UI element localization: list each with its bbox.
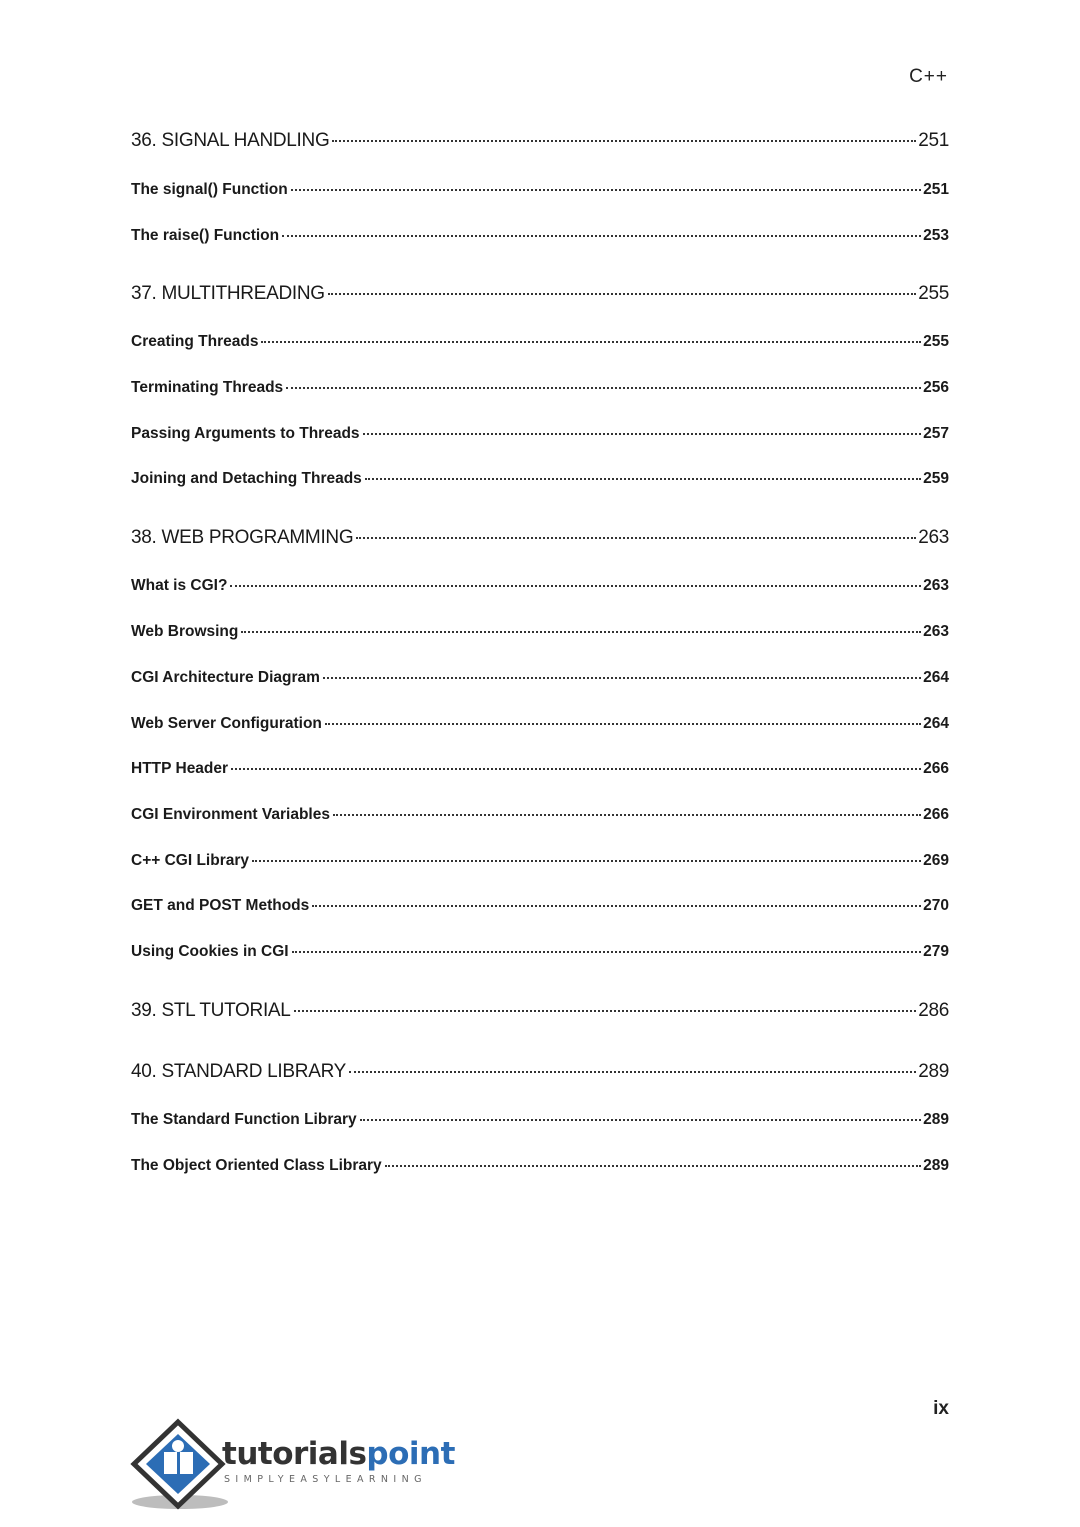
toc-entry-title: HTTP Header bbox=[131, 760, 229, 777]
toc-entry-title: The signal() Function bbox=[131, 181, 288, 198]
toc-section-entry[interactable] bbox=[131, 669, 949, 687]
toc-entry-title: Creating Threads bbox=[131, 333, 259, 350]
toc-dot-leader bbox=[261, 341, 921, 343]
toc-entry-page: 257 bbox=[923, 425, 949, 442]
toc-entry-title: Joining and Detaching Threads bbox=[131, 470, 362, 487]
toc-entry-page: 255 bbox=[923, 333, 949, 350]
toc-chapter-entry[interactable] bbox=[131, 1000, 949, 1022]
toc-entry-page: 289 bbox=[923, 1111, 949, 1128]
toc-chapter-entry[interactable] bbox=[131, 1061, 949, 1083]
toc-dot-leader bbox=[241, 631, 921, 633]
toc-entry-title: Passing Arguments to Threads bbox=[131, 425, 360, 442]
toc-entry-page: 279 bbox=[923, 943, 949, 960]
toc-section-entry[interactable] bbox=[131, 227, 949, 245]
toc-entry-title: CGI Environment Variables bbox=[131, 806, 330, 823]
toc-entry-title: 37. MULTITHREADING bbox=[131, 283, 325, 304]
toc-entry-page: 251 bbox=[923, 181, 949, 198]
toc-dot-leader bbox=[294, 1010, 917, 1012]
toc-entry-page: 264 bbox=[923, 715, 949, 732]
toc-entry-page: 263 bbox=[923, 623, 949, 640]
toc-chapter-entry[interactable] bbox=[131, 527, 949, 549]
toc-dot-leader bbox=[292, 951, 922, 953]
toc-entry-title: The raise() Function bbox=[131, 227, 280, 244]
toc-section-entry[interactable] bbox=[131, 425, 949, 443]
toc-entry-page: 255 bbox=[918, 283, 949, 304]
toc-entry-title: C++ CGI Library bbox=[131, 852, 250, 869]
toc-chapter-entry[interactable] bbox=[131, 283, 949, 305]
logo-word-point: point bbox=[366, 1436, 455, 1472]
toc-section-entry[interactable] bbox=[131, 1111, 949, 1129]
toc-entry-title: GET and POST Methods bbox=[131, 897, 310, 914]
toc-dot-leader bbox=[360, 1119, 921, 1121]
toc-entry-page: 259 bbox=[923, 470, 949, 487]
toc-section-entry[interactable] bbox=[131, 470, 949, 488]
toc-dot-leader bbox=[323, 677, 921, 679]
logo-wordmark bbox=[222, 1436, 455, 1472]
toc-entry-page: 289 bbox=[918, 1061, 949, 1082]
toc-entry-page: 286 bbox=[918, 1000, 949, 1021]
toc-dot-leader bbox=[312, 905, 921, 907]
toc-dot-leader bbox=[365, 478, 921, 480]
toc-dot-leader bbox=[291, 189, 921, 191]
tutorialspoint-logo bbox=[130, 1418, 460, 1514]
toc-section-entry[interactable] bbox=[131, 943, 949, 961]
toc-entry-title: 36. SIGNAL HANDLING bbox=[131, 130, 330, 151]
toc-entry-page: 256 bbox=[923, 379, 949, 396]
toc-entry-title: The Object Oriented Class Library bbox=[131, 1157, 382, 1174]
toc-entry-page: 251 bbox=[918, 130, 949, 151]
toc-entry-page: 269 bbox=[923, 852, 949, 869]
toc-entry-page: 266 bbox=[923, 806, 949, 823]
toc-dot-leader bbox=[230, 585, 921, 587]
page-number: ix bbox=[933, 1398, 949, 1419]
toc-entry-page: 266 bbox=[923, 760, 949, 777]
toc-section-entry[interactable] bbox=[131, 852, 949, 870]
toc-entry-title: 39. STL TUTORIAL bbox=[131, 1000, 291, 1021]
toc-entry-title: What is CGI? bbox=[131, 577, 228, 594]
toc-section-entry[interactable] bbox=[131, 379, 949, 397]
toc-section-entry[interactable] bbox=[131, 333, 949, 351]
toc-dot-leader bbox=[282, 235, 921, 237]
toc-dot-leader bbox=[332, 140, 916, 142]
toc-chapter-entry[interactable] bbox=[131, 130, 949, 152]
toc-dot-leader bbox=[286, 387, 921, 389]
running-header: C++ bbox=[909, 66, 948, 87]
toc-section-entry[interactable] bbox=[131, 897, 949, 915]
toc-entry-title: CGI Architecture Diagram bbox=[131, 669, 320, 686]
logo-tagline: SIMPLYEASYLEARNING bbox=[224, 1474, 427, 1485]
toc-section-entry[interactable] bbox=[131, 715, 949, 733]
toc-entry-title: Using Cookies in CGI bbox=[131, 943, 289, 960]
toc-entry-page: 263 bbox=[923, 577, 949, 594]
toc-dot-leader bbox=[363, 433, 922, 435]
toc-dot-leader bbox=[333, 814, 921, 816]
toc-entry-page: 289 bbox=[923, 1157, 949, 1174]
toc-section-entry[interactable] bbox=[131, 181, 949, 199]
toc-section-entry[interactable] bbox=[131, 760, 949, 778]
toc-entry-title: The Standard Function Library bbox=[131, 1111, 357, 1128]
toc-entry-page: 263 bbox=[918, 527, 949, 548]
logo-emblem-icon bbox=[130, 1418, 230, 1514]
toc-dot-leader bbox=[325, 723, 921, 725]
toc-section-entry[interactable] bbox=[131, 577, 949, 595]
toc-section-entry[interactable] bbox=[131, 623, 949, 641]
logo-word-tutorials: tutorials bbox=[222, 1436, 367, 1472]
toc-entry-title: 40. STANDARD LIBRARY bbox=[131, 1061, 347, 1082]
toc-section-entry[interactable] bbox=[131, 806, 949, 824]
toc-entry-title: Terminating Threads bbox=[131, 379, 284, 396]
toc-entry-page: 270 bbox=[923, 897, 949, 914]
toc-section-entry[interactable] bbox=[131, 1157, 949, 1175]
toc-entry-title: Web Server Configuration bbox=[131, 715, 322, 732]
toc-dot-leader bbox=[231, 768, 921, 770]
toc-dot-leader bbox=[252, 860, 921, 862]
toc-dot-leader bbox=[356, 537, 916, 539]
toc-entry-page: 264 bbox=[923, 669, 949, 686]
toc-entry-page: 253 bbox=[923, 227, 949, 244]
toc-dot-leader bbox=[385, 1165, 921, 1167]
toc-entry-title: Web Browsing bbox=[131, 623, 239, 640]
toc-dot-leader bbox=[328, 293, 916, 295]
toc-dot-leader bbox=[349, 1071, 916, 1073]
toc-entry-title: 38. WEB PROGRAMMING bbox=[131, 527, 354, 548]
